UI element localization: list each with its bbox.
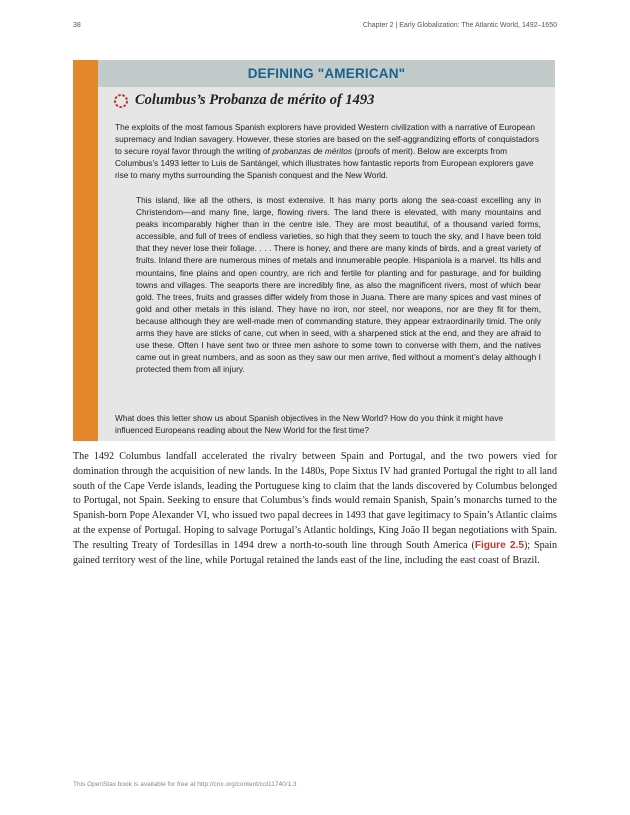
body-paragraph [73,450,557,568]
letter-excerpt: This island, like all the others, is most extensive. It has many ports along the sea-coast excelling any in Christendom—and many fine, large, flowing rivers. The land there is elevated, with many mountains and peaks incomparably higher than in the centre isle. They are most beautiful, of a thousand varied forms, accessible, and full of trees of endless varieties, so high that they seem to touch the sky, and I have been told that they never lose their foliage. . . . There is honey, and there are many kinds of birds, and a great variety of fruits. Inland there are numerous mines of metals and innumerable people. Hispaniola is a marvel. Its hills and mountains, fine plains and open country, are rich and fertile for planting and for pasturage, and for building towns and villages. The seaports there are incredibly fine, as also the magnificent rivers, most of which bear gold. The trees, fruits and grasses differ widely from those in Juana. There are many spices and vast mines of gold and other metals in this island. They have no iron, nor steel, nor weapons, nor are they fit for them, because although they are well-made men of commanding stature, they appear extraordinarily timid. The only arms they have are sticks of cane, cut when in seed, with a sharpened stick at the end, and they are afraid to use these. Often I have sent two or three men ashore to some town to converse with them, and the natives came out in great numbers, and as soon as they saw our men arrive, fled without a moment’s delay although I protected them from all injury. [136,195,541,375]
intro-paragraph [115,121,541,181]
banner-title: DEFINING "AMERICAN" [247,66,406,81]
dashed-circle-icon [113,93,129,109]
figure-link[interactable]: Figure 2.5 [474,539,524,551]
accent-bar [73,60,98,441]
feature-banner [98,60,555,87]
intro-text-start: The exploits of the most famous Spanish explorers have provided Western civilization with a narrative of European supremacy and Indian savagery. However, these stories are based on the self-aggrandizing efforts of conquistadors to secure royal favor through the writing of [115,122,539,157]
body-text-end: ); Spain gained territory west of the line, while Portugal retained the lands east of the line, including the east coast of Brazil. [73,539,557,566]
feature-heading [113,92,545,109]
body-text-start: The 1492 Columbus landfall accelerated the rivalry between Spain and Portugal, and the two powers vied for domination through the acquisition of new lands. In the 1480s, Pope Sixtus IV had granted Portugal the right to all land south of the Cape Verde islands, leading the Portuguese king to claim that the lands discovered by Columbus belonged to Portugal, not Spain. Seeking to ensure that Columbus’s finds would remain Spanish, Spain’s monarchs turned to the Spanish-born Pope Alexander VI, who issued two papal decrees in 1493 that gave legitimacy to Spain’s Atlantic claims at the expense of Portugal. Hoping to salvage Portugal’s Atlantic holdings, King João II began negotiations with Spain. The resulting Treaty of Tordesillas in 1494 drew a north-to-south line through South America ( [73,451,557,551]
page-number: 38 [73,22,81,29]
page-footer: This OpenStax book is available for free at http://cnx.org/content/col11740/1.3 [73,781,297,788]
intro-italic-term: probanzas de méritos [272,146,353,157]
feature-box [73,60,555,441]
heading-text: Columbus’s Probanza de mérito of 1493 [135,92,375,108]
intro-text-end: (proofs of merit). Below are excerpts from Columbus’s 1493 letter to Luis de Santángel, which illustrates how fantastic reports from European explorers gave rise to many myths surrounding the Spanish conquest and the New World. [115,146,534,181]
discussion-question: What does this letter show us about Spanish objectives in the New World? How do you think it might have influenced Europeans reading about the New World for the first time? [115,413,504,436]
chapter-title: Chapter 2 | Early Globalization: The Atlantic World, 1492–1650 [362,22,557,29]
